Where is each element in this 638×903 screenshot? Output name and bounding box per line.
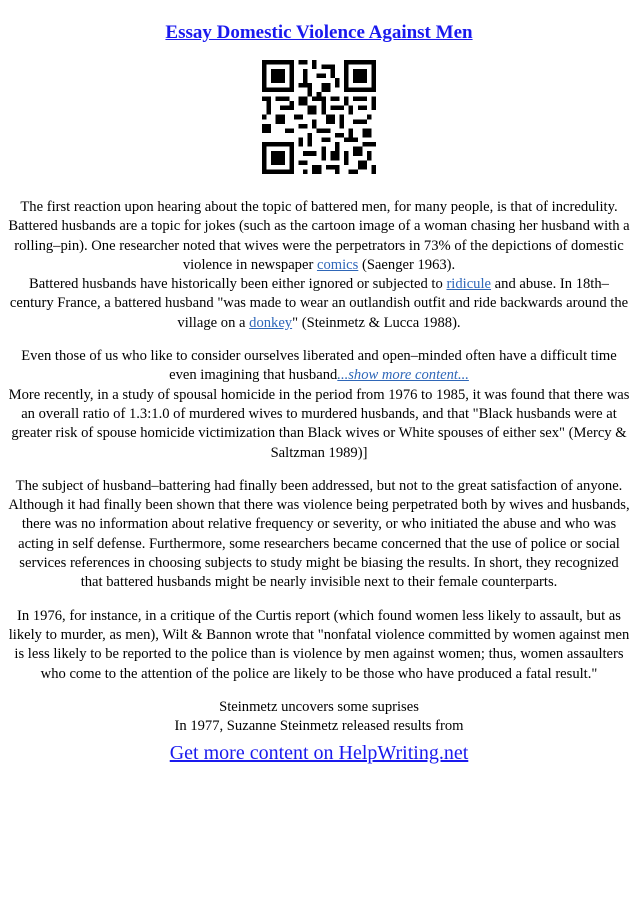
subheading: Steinmetz uncovers some suprises [219,698,419,715]
paragraph-3: Even those of us who like to consider ourselves liberated and open–minded often have a difficult time even imagining that husband...show more content... [21,348,617,384]
paragraph-2: Battered husbands have historically been either ignored or subjected to ridicule and abuse. In 18th–century France, a battered husband "was made to wear an outlandish outfit and ride backwards around the village on a donkey" (Steinmetz & Lucca 1988). [9,276,629,331]
show-more-link[interactable]: ...show more content... [337,367,469,384]
comics-link[interactable]: comics [316,256,359,273]
paragraph-6: In 1976, for instance, in a critique of the Curtis report (which found women less likely to assault, but as likely to murder, as men), Wilt & Bannon wrote that "nonfatal violence committed by women against men is less likely to be reported to the police than is violence by men against women; thus, women assaulters who come to the attention of the police are likely to be those who have produced a fatal result." [8,607,630,682]
qr-code-icon [262,60,376,174]
paragraph-1: The first reaction upon hearing about the topic of battered men, for many people, is that of incredulity. Battered husbands are a topic for jokes (such as the cartoon image of a woman chasing her husband with a rolling–pin). One researcher noted that wives were the perpetrators in 73% of the depictions of domestic violence in newspaper comics (Saenger 1963). [8,199,630,273]
ridicule-link[interactable]: ridicule [446,276,492,293]
get-more-content-link[interactable]: Get more content on HelpWriting.net [169,742,469,764]
essay-title[interactable]: Essay Domestic Violence Against Men [165,22,473,43]
essay-body [8,198,630,736]
donkey-link[interactable]: donkey [249,314,293,331]
paragraph-5: The subject of husband–battering had finally been addressed, but not to the great satisfaction of anyone. Although it had finally been shown that there was violence being perpetrated both by wives and husbands, there was no information about relative frequency or severity, or who initiated the abuse and who was acting in self defense. Furthermore, some researchers became concerned that the use of police or social services references in choosing subjects to study might be biasing the results. In short, they recognized that battered husbands might be nearly invisible next to their female counterparts. [8,477,630,591]
paragraph-4: More recently, in a study of spousal homicide in the period from 1976 to 1985, it was found that there was an overall ratio of 1.3:1.0 of murdered wives to murdered husbands, and that "Black husbands were at greater risk of spouse homicide victimization than Black wives or White spouses of either sex" (Mercy & Saltzman 1989)] [8,386,630,461]
paragraph-7: In 1977, Suzanne Steinmetz released results from [174,718,464,735]
